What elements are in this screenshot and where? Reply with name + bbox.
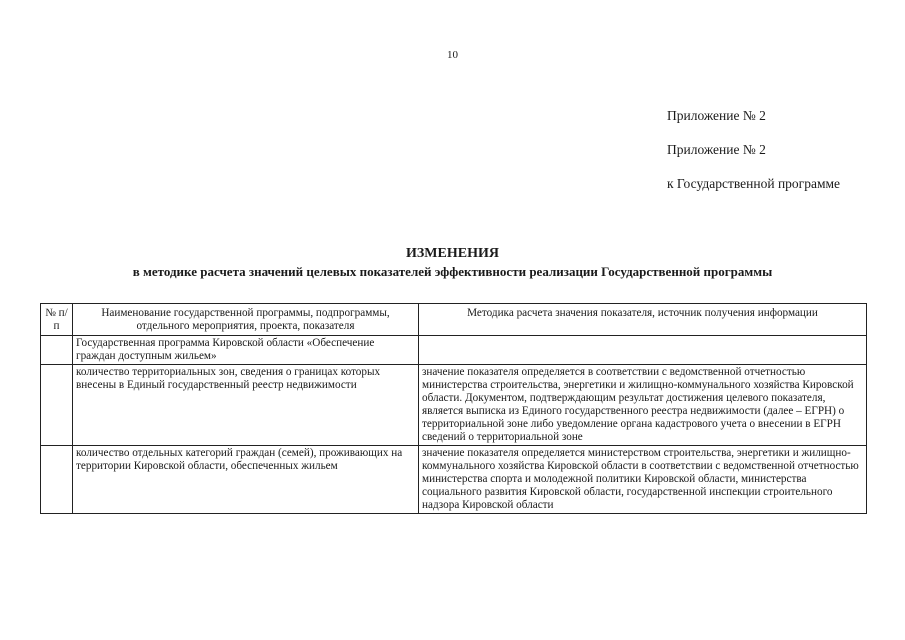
page-number: 10 bbox=[447, 49, 458, 61]
header-name: Наименование государственной программы, подпрограммы, отдельного мероприятия, проекта, показателя bbox=[73, 304, 419, 336]
table-row bbox=[41, 446, 867, 514]
changes-table bbox=[40, 303, 867, 514]
appendix-line-2: Приложение № 2 bbox=[667, 142, 766, 157]
row-name: Государственная программа Кировской области «Обеспечение граждан доступным жильем» bbox=[73, 336, 419, 365]
header-number: № п/п bbox=[41, 304, 73, 336]
table-row bbox=[41, 365, 867, 446]
row-name: количество отдельных категорий граждан (семей), проживающих на территории Кировской области, обеспеченных жильем bbox=[73, 446, 419, 514]
table-row bbox=[41, 336, 867, 365]
row-number bbox=[41, 336, 73, 365]
appendix-line-3: к Государственной программе bbox=[667, 176, 841, 191]
row-number bbox=[41, 365, 73, 446]
row-number bbox=[41, 446, 73, 514]
row-method: значение показателя определяется министерством строительства, энергетики и жилищно-коммунального хозяйства Кировской области в соответствии с ведомственной отчетностью министерства спорта и молодежной политики Кировской области, министерства социального развития Кировской области, государственной инспекции строительного надзора Кировской области bbox=[419, 446, 867, 514]
row-method bbox=[419, 336, 867, 365]
table-header-row bbox=[41, 304, 867, 336]
document-title: ИЗМЕНЕНИЯ bbox=[406, 246, 499, 261]
appendix-line-1: Приложение № 2 bbox=[667, 108, 766, 123]
header-method: Методика расчета значения показателя, источник получения информации bbox=[419, 304, 867, 336]
document-subtitle: в методике расчета значений целевых показателей эффективности реализации Государственной программы bbox=[132, 264, 773, 279]
row-name: количество территориальных зон, сведения о границах которых внесены в Единый государственный реестр недвижимости bbox=[73, 365, 419, 446]
row-method: значение показателя определяется в соответствии с ведомственной отчетностью министерства строительства, энергетики и жилищно-коммунального хозяйства Кировской области. Документом, подтверждающим результат достижения целевого показателя, является выписка из Единого государственного реестра недвижимости (далее – ЕГРН) о территориальной зоне либо уведомление органа кадастрового учета о внесении в ЕГРН сведений о территориальной зоне bbox=[419, 365, 867, 446]
